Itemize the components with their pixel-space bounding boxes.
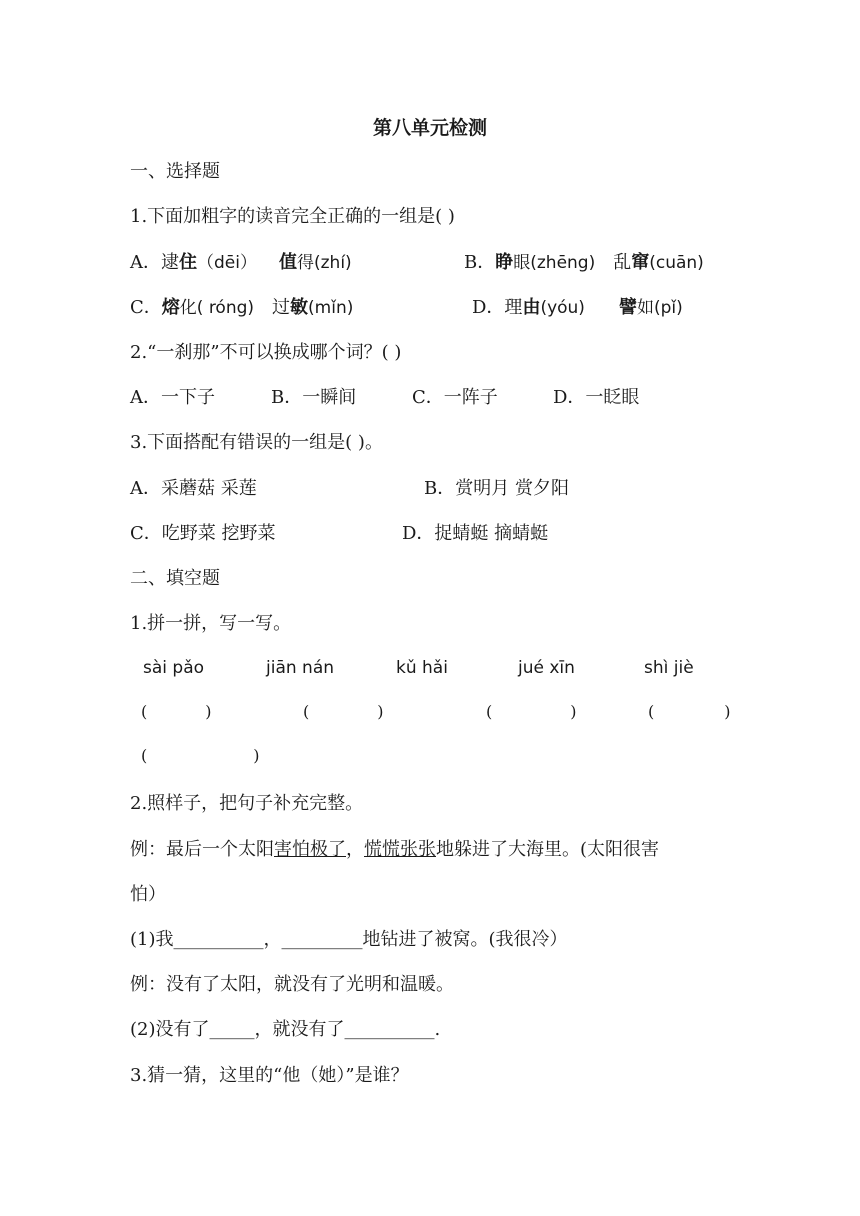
q1-option-c (130, 296, 353, 320)
pinyin: (mǐn) (308, 298, 354, 318)
answer-blank[interactable] (303, 702, 384, 721)
q1-option-a (130, 251, 352, 275)
bold-char: 窜 (631, 252, 650, 273)
option-b-label: B． (464, 252, 496, 273)
fill-2-stem: 2.照样子，把句子补充完整。 (130, 793, 364, 814)
bold-char: 值 (278, 252, 297, 273)
pinyin-prompt: sài pǎo (143, 658, 205, 678)
bold-char: 睁 (495, 252, 514, 273)
bold-char: 住 (179, 252, 197, 273)
paren-open: ( (486, 702, 493, 721)
option-a-label: A．逮 (130, 252, 179, 273)
q2-option: D．一眨眼 (553, 387, 640, 408)
fill-3-stem: 3.猜一猜，这里的“他（她）”是谁？ (130, 1065, 409, 1086)
answer-blank[interactable] (648, 702, 731, 721)
q1-option-b (464, 251, 704, 275)
question-3-stem: 3.下面搭配有错误的一组是( )。 (130, 432, 383, 453)
pinyin-prompt: kǔ hǎi (396, 658, 448, 678)
q3-option-b: B．赏明月 赏夕阳 (424, 478, 569, 499)
q2-option: A．一下子 (130, 387, 215, 408)
pinyin-prompt: shì jiè (644, 658, 694, 678)
paren-open: ( (141, 702, 148, 721)
pinyin: (yóu) (540, 298, 585, 318)
pinyin-prompt: jiān nán (266, 658, 335, 678)
example-text: 地躲进了大海里。(太阳很害 (436, 839, 660, 860)
word-with-pinyin: 得(zhí) (296, 253, 352, 273)
bold-char: 譬 (618, 297, 637, 318)
q3-option-a: A．采蘑菇 采莲 (130, 478, 257, 499)
bold-char: 敏 (290, 297, 309, 318)
plain-char: 过 (272, 297, 291, 318)
pinyin: （dēi） (197, 253, 257, 273)
word-with-pinyin: 眼(zhēng) (513, 253, 596, 273)
section-heading-choice: 一、选择题 (130, 161, 220, 182)
paren-close: ) (377, 702, 384, 721)
paren-close: ) (724, 702, 731, 721)
example-text: 例：最后一个太阳 (130, 839, 274, 860)
bold-char: 由 (522, 297, 541, 318)
underlined-phrase: 慌慌张张 (364, 839, 436, 860)
paren-close: ) (205, 702, 212, 721)
paren-close: ) (253, 746, 260, 765)
underlined-phrase: 害怕极了 (274, 839, 346, 860)
q2-option: B．一瞬间 (271, 387, 357, 408)
fill-sentence-1: (1)我__________，_________地钻进了被窝。(我很冷） (130, 929, 568, 950)
pinyin: (cuān) (649, 253, 704, 273)
section-heading-fill: 二、填空题 (130, 568, 220, 589)
pinyin-prompt: jué xīn (518, 658, 575, 678)
q3-option-c: C．吃野菜 挖野菜 (130, 523, 276, 544)
answer-blank[interactable] (141, 746, 260, 765)
example-text: ， (346, 839, 364, 860)
q3-option-d: D．捉蜻蜓 摘蜻蜓 (402, 523, 549, 544)
paren-close: ) (570, 702, 577, 721)
word-with-pinyin: 如(pǐ) (636, 298, 683, 318)
fill-1-stem: 1.拼一拼，写一写。 (130, 613, 292, 634)
word-with-pinyin: 化( róng) (179, 298, 255, 318)
fill-sentence-2: (2)没有了_____，就没有了__________. (130, 1019, 441, 1040)
page-title: 第八单元检测 (372, 117, 487, 139)
answer-blank[interactable] (141, 702, 212, 721)
q2-option: C．一阵子 (412, 387, 498, 408)
paren-open: ( (141, 746, 148, 765)
question-2-stem: 2.“一刹那”不可以换成哪个词？( ) (130, 342, 402, 363)
example-sentence-1 (130, 838, 659, 862)
paren-open: ( (648, 702, 655, 721)
option-d-label: D．理 (472, 297, 523, 318)
example-sentence-1-cont: 怕） (130, 884, 166, 905)
bold-char: 熔 (161, 297, 180, 318)
q1-option-d (472, 296, 683, 320)
option-c-label: C． (130, 297, 162, 318)
example-sentence-2: 例：没有了太阳，就没有了光明和温暖。 (130, 974, 454, 995)
plain-char: 乱 (613, 252, 632, 273)
question-1-stem: 1.下面加粗字的读音完全正确的一组是( ) (130, 206, 455, 227)
answer-blank[interactable] (486, 702, 577, 721)
paren-open: ( (303, 702, 310, 721)
